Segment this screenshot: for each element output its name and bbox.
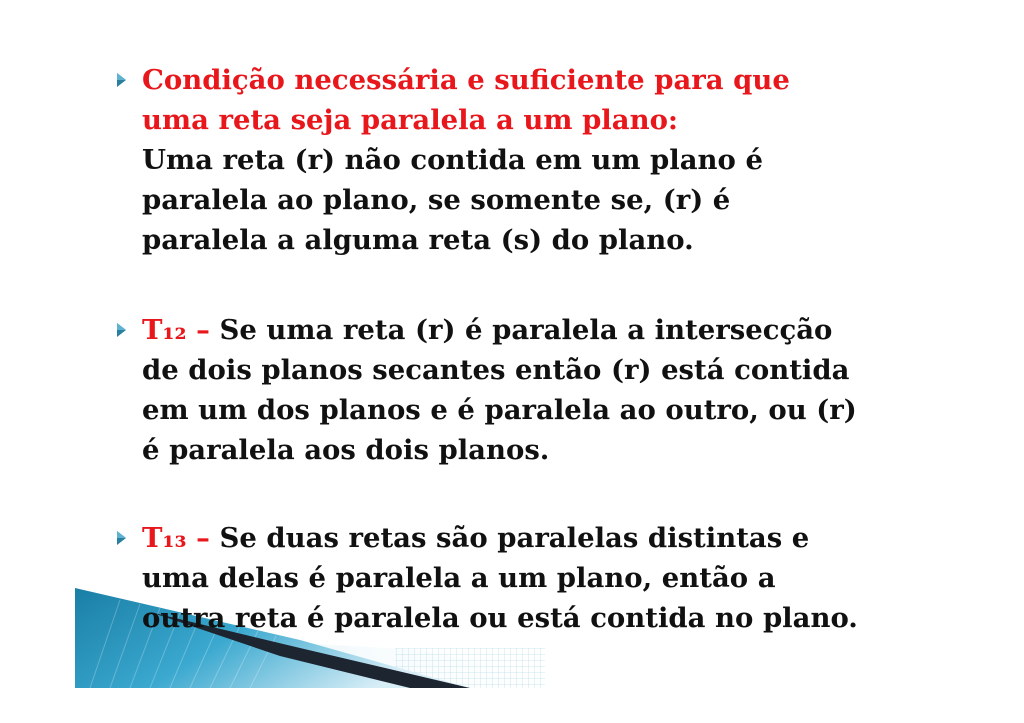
bullet-item-t12 xyxy=(112,310,932,470)
theorem-label-t12: T₁₂ – xyxy=(142,314,210,346)
triangle-bullet-icon xyxy=(112,70,130,90)
heading-line-1: Condição necessária e suficiente para que xyxy=(142,64,790,96)
t12-line-3: em um dos planos e é paralela ao outro, ou (r) xyxy=(142,394,857,426)
t12-line-4: é paralela aos dois planos. xyxy=(142,434,550,466)
t12-line-1: Se uma reta (r) é paralela a intersecção xyxy=(219,314,833,346)
triangle-bullet-icon xyxy=(112,320,130,340)
body-line-2: paralela ao plano, se somente se, (r) é xyxy=(142,184,731,216)
bullet-item-condition xyxy=(112,60,932,260)
t13-line-3: outra reta é paralela ou está contida no plano. xyxy=(142,602,858,634)
body-line-1: Uma reta (r) não contida em um plano é xyxy=(142,144,763,176)
triangle-bullet-icon xyxy=(112,528,130,548)
t13-line-2: uma delas é paralela a um plano, então a xyxy=(142,562,776,594)
t12-line-2: de dois planos secantes então (r) está contida xyxy=(142,354,850,386)
body-line-3: paralela a alguma reta (s) do plano. xyxy=(142,224,694,256)
t13-line-1: Se duas retas são paralelas distintas e xyxy=(219,522,810,554)
theorem-label-t13: T₁₃ – xyxy=(142,522,210,554)
bullet-item-t13 xyxy=(112,518,932,638)
heading-line-2: uma reta seja paralela a um plano: xyxy=(142,104,679,136)
